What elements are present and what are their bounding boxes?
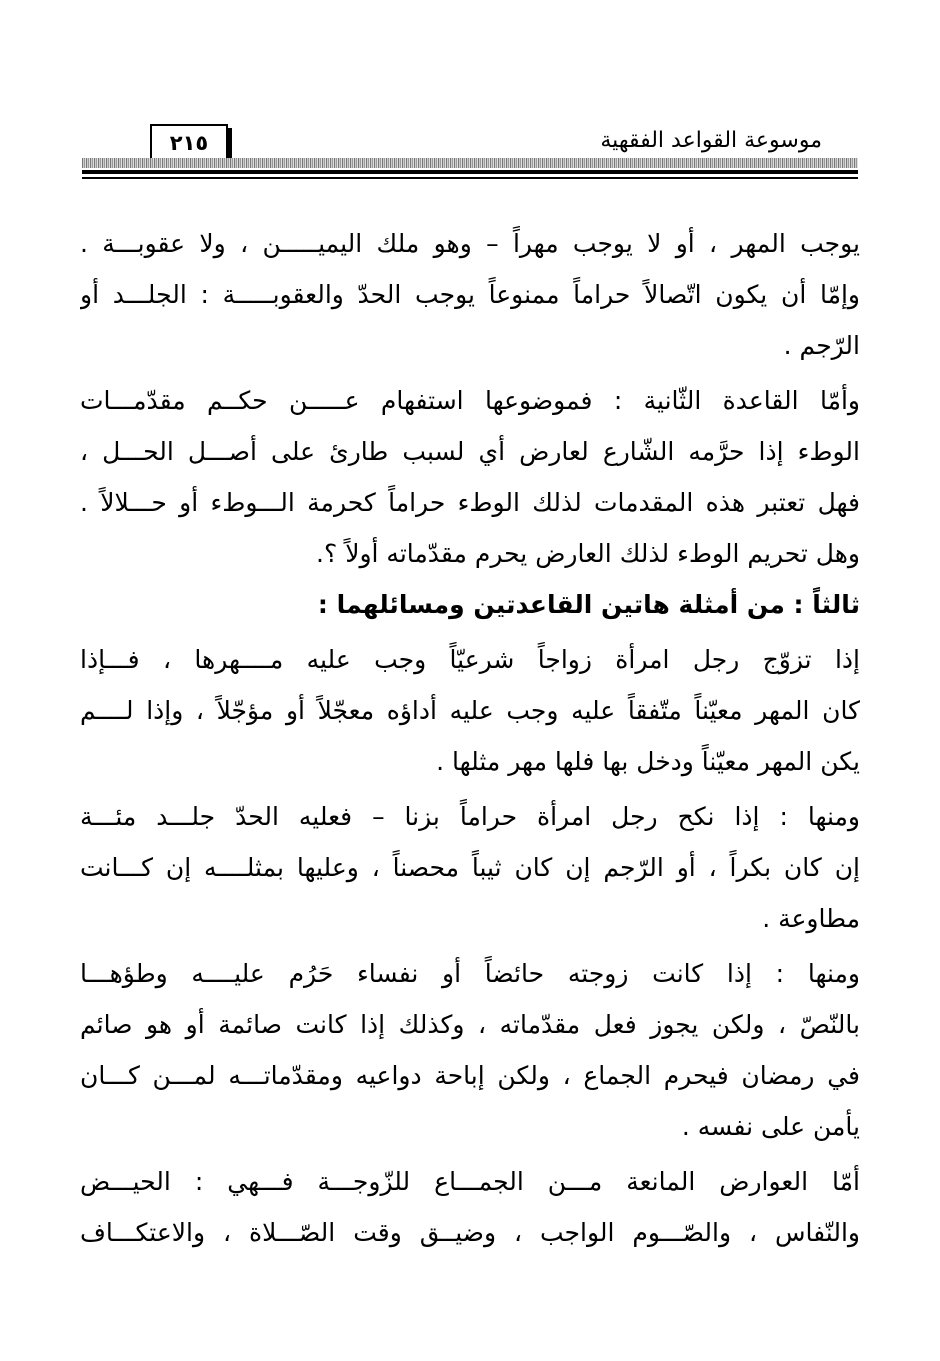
text-line: الوطء إذا حرَّمه الشّارع لعارض أي لسبب طارئ على أصـــل الحـــل ،: [80, 437, 860, 466]
text-line: وهل تحريم الوطء لذلك العارض يحرم مقدّماته أولاً ؟.: [316, 539, 860, 568]
text-line: يوجب المهر ، أو لا يوجب مهراً – وهو ملك اليميـــــن ، ولا عقوبـــة .: [80, 229, 860, 258]
text-line: الرّجم .: [783, 331, 860, 360]
text-line: أمّا العوارض المانعة مـــن الجمـــاع للزّوجـــة فـــهي : الحيـــض: [80, 1167, 860, 1196]
text-line: وإمّا أن يكون اتّصالاً حراماً ممنوعاً يوجب الحدّ والعقوبـــــة : الجلـــد أو: [80, 280, 860, 309]
page-header: [0, 0, 940, 200]
text-line: مطاوعة .: [762, 904, 860, 933]
text-line: فهل تعتبر هذه المقدمات لذلك الوطء حراماً كحرمة الـــوطء أو حـــلالاً .: [80, 488, 860, 517]
text-line: بالنّصّ ، ولكن يجوز فعل مقدّماته ، وكذلك إذا كانت صائمة أو هو صائم: [80, 1010, 860, 1039]
header-rule-dotted: [82, 158, 858, 168]
text-line: يأمن على نفسه .: [681, 1112, 860, 1141]
text-line: إذا تزوّج رجل امرأة زواجاً شرعيّاً وجب عليه مــــهرها ، فـــإذا: [80, 645, 860, 674]
text-line: والنّفاس ، والصّـــوم الواجب ، وضيــق وقت الصّـــلاة ، والاعتكـــاف: [80, 1218, 860, 1247]
text-line: في رمضان فيحرم الجماع ، ولكن إباحة دواعيه ومقدّماتـــه لمـــن كـــان: [80, 1061, 860, 1090]
text-line: ومنها : إذا نكح رجل امرأة حراماً بزنا – فعليه الحدّ جلـــد مئـــة: [80, 802, 860, 831]
header-rule-thin: [82, 177, 858, 179]
text-line: إن كان بكراً ، أو الرّجم إن كان ثيباً محصناً ، وعليها بمثلــــه إن كـــانت: [80, 853, 860, 882]
section-heading: ثالثاً : من أمثلة هاتين القاعدتين ومسائلهما :: [317, 590, 860, 619]
text-line: كان المهر معيّناً متّفقاً عليه وجب عليه أداؤه معجّلاً أو مؤجّلاً ، وإذا لــــم: [80, 696, 860, 725]
text-line: يكن المهر معيّناً ودخل بها فلها مهر مثلها .: [436, 747, 860, 776]
text-line: وأمّا القاعدة الثّانية : فموضوعها استفهام عـــــن حكــم مقدّمـــات: [80, 386, 860, 415]
text-line: ومنها : إذا كانت زوجته حائضاً أو نفساء حَرُم عليــــه وطؤهـــا: [80, 959, 860, 988]
header-rule-thick: [82, 170, 858, 174]
page-number: ٢١٥: [150, 124, 228, 164]
book-title: موسوعة القواعد الفقهية: [600, 128, 822, 153]
body-text: [80, 218, 860, 1258]
